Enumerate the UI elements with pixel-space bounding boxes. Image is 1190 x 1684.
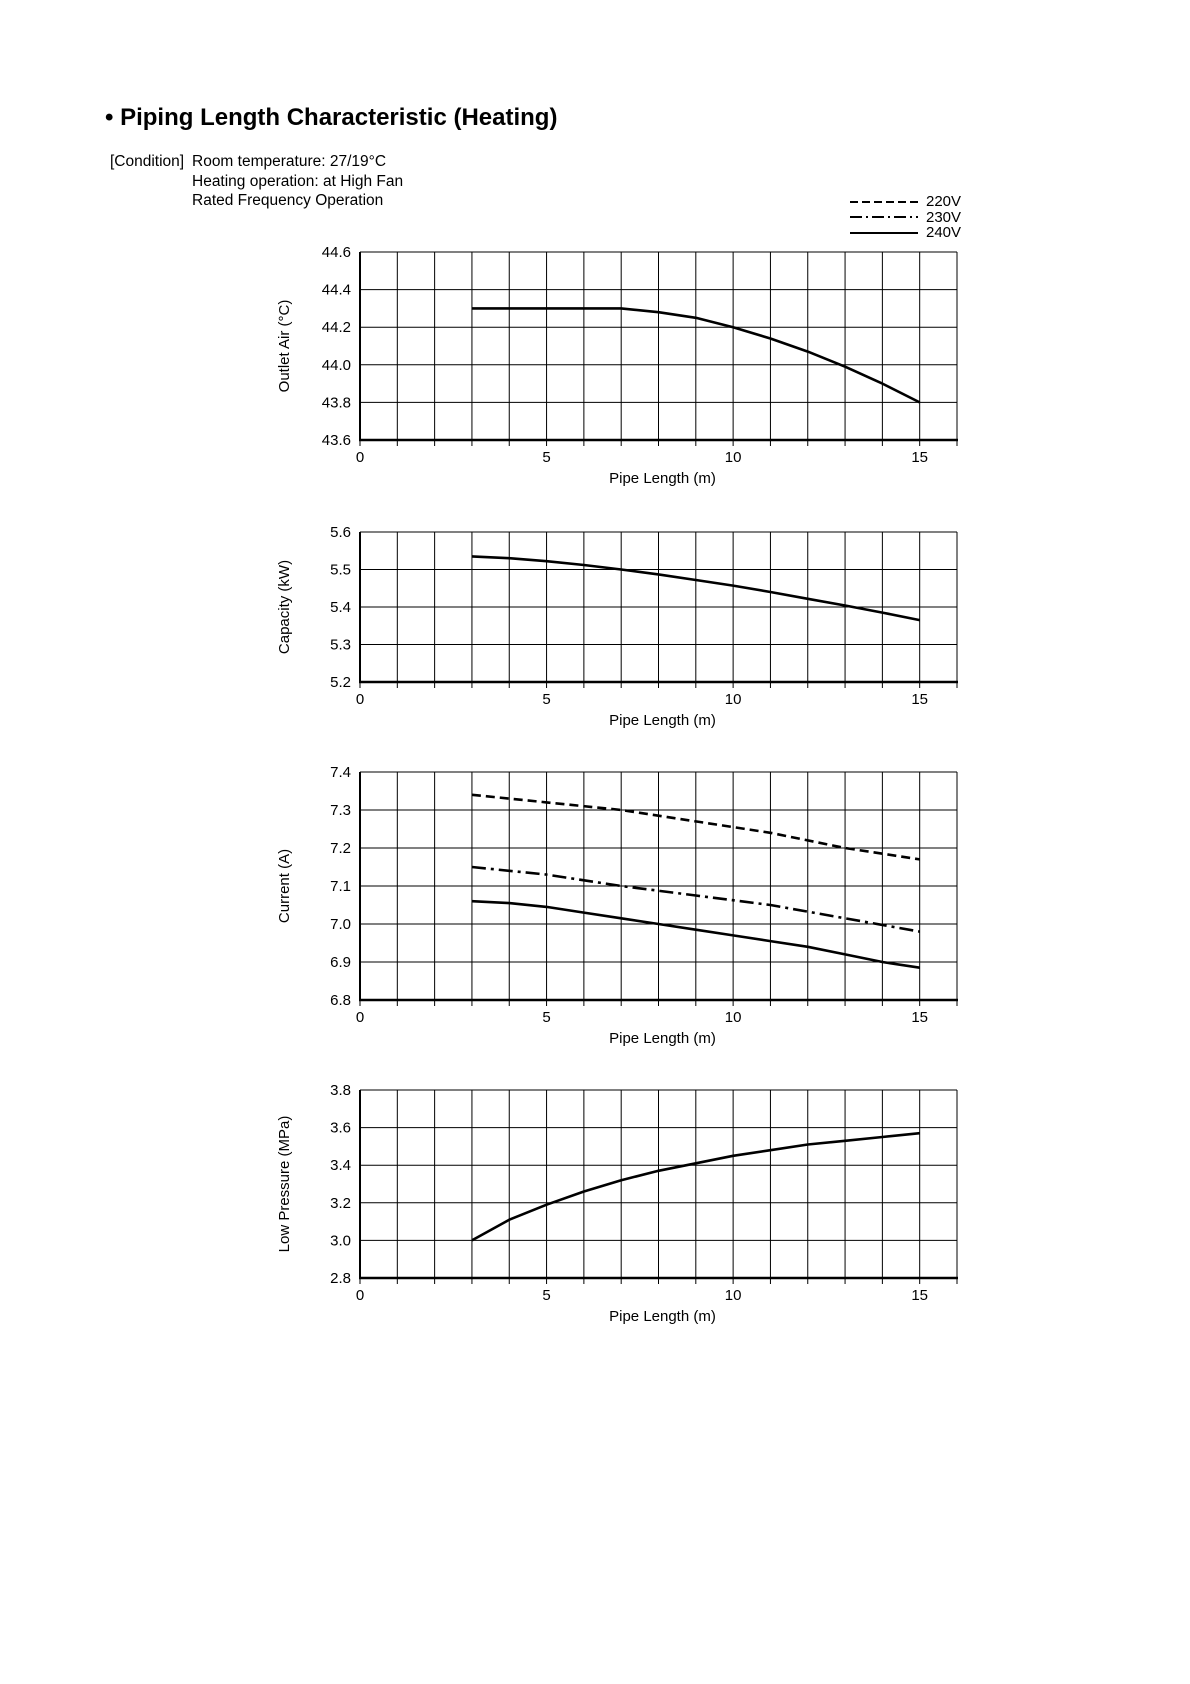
y-tick-label: 44.6 — [321, 244, 351, 261]
y-tick-label: 6.8 — [330, 992, 351, 1009]
y-axis-label: Outlet Air (°C) — [276, 299, 293, 393]
dashed-line-swatch — [850, 199, 918, 205]
y-tick-label: 3.8 — [330, 1082, 351, 1099]
x-tick-label: 5 — [542, 449, 551, 466]
y-axis-label: Low Pressure (MPa) — [276, 1115, 293, 1253]
x-tick-label: 15 — [911, 449, 929, 466]
y-tick-label: 3.4 — [330, 1157, 351, 1175]
x-tick-label: 10 — [724, 1287, 742, 1304]
y-tick-label: 43.8 — [321, 394, 351, 412]
x-tick-label: 0 — [355, 449, 365, 466]
page-title: • Piping Length Characteristic (Heating) — [105, 104, 558, 131]
y-tick-label: 6.9 — [330, 954, 351, 971]
y-tick-label: 3.0 — [330, 1232, 351, 1250]
legend-label: 240V — [926, 224, 962, 241]
y-axis-label: Current (A) — [276, 848, 293, 924]
y-tick-label: 5.4 — [330, 599, 351, 616]
y-tick-label: 3.6 — [330, 1119, 351, 1137]
x-axis-label: Pipe Length (m) — [609, 1030, 716, 1047]
x-axis-label: Pipe Length (m) — [609, 1308, 716, 1325]
x-tick-label: 10 — [724, 1009, 742, 1026]
x-tick-label: 10 — [724, 449, 742, 466]
y-axis-label: Capacity (kW) — [276, 559, 293, 655]
y-tick-label: 5.3 — [330, 636, 351, 654]
y-tick-label: 7.4 — [330, 764, 351, 781]
x-tick-label: 0 — [355, 1009, 365, 1026]
y-tick-label: 7.3 — [330, 802, 351, 819]
x-tick-label: 10 — [724, 691, 742, 708]
y-tick-label: 7.1 — [330, 878, 351, 895]
y-tick-label: 44.0 — [321, 356, 351, 374]
y-tick-label: 2.8 — [330, 1270, 351, 1287]
y-tick-label: 44.2 — [321, 319, 351, 337]
legend-label: 220V — [926, 193, 962, 210]
y-tick-label: 7.0 — [330, 916, 351, 933]
y-tick-label: 3.2 — [330, 1194, 351, 1212]
y-tick-label: 7.2 — [330, 840, 351, 857]
y-tick-label: 5.2 — [330, 674, 351, 691]
y-tick-label: 43.6 — [321, 432, 351, 449]
current-chart — [0, 757, 1190, 1055]
x-tick-label: 5 — [542, 691, 551, 708]
legend-label: 230V — [926, 208, 962, 226]
condition-line: Room temperature: 27/19°C — [192, 153, 387, 170]
legend-item-220v — [850, 194, 961, 210]
x-tick-label: 0 — [355, 1287, 365, 1304]
x-axis-label: Pipe Length (m) — [609, 712, 716, 729]
x-tick-label: 15 — [911, 691, 929, 708]
dash-dot-line-swatch — [850, 214, 918, 220]
x-tick-label: 15 — [911, 1287, 929, 1304]
x-tick-label: 15 — [911, 1009, 929, 1026]
x-tick-label: 0 — [355, 691, 365, 708]
outlet-air-chart — [0, 230, 1190, 510]
y-tick-label: 5.6 — [330, 524, 351, 541]
legend-item-230v — [850, 210, 961, 226]
y-tick-label: 5.5 — [330, 561, 351, 579]
low-pressure-chart — [0, 1075, 1190, 1343]
x-axis-label: Pipe Length (m) — [609, 470, 716, 487]
x-tick-label: 5 — [542, 1287, 551, 1304]
condition-block — [110, 152, 403, 211]
condition-label: [Condition] — [110, 153, 185, 170]
y-tick-label: 44.4 — [321, 281, 351, 299]
condition-line: Rated Frequency Operation — [192, 192, 384, 209]
condition-line: Heating operation: at High Fan — [192, 172, 404, 190]
capacity-chart — [0, 515, 1190, 745]
x-tick-label: 5 — [542, 1009, 551, 1026]
